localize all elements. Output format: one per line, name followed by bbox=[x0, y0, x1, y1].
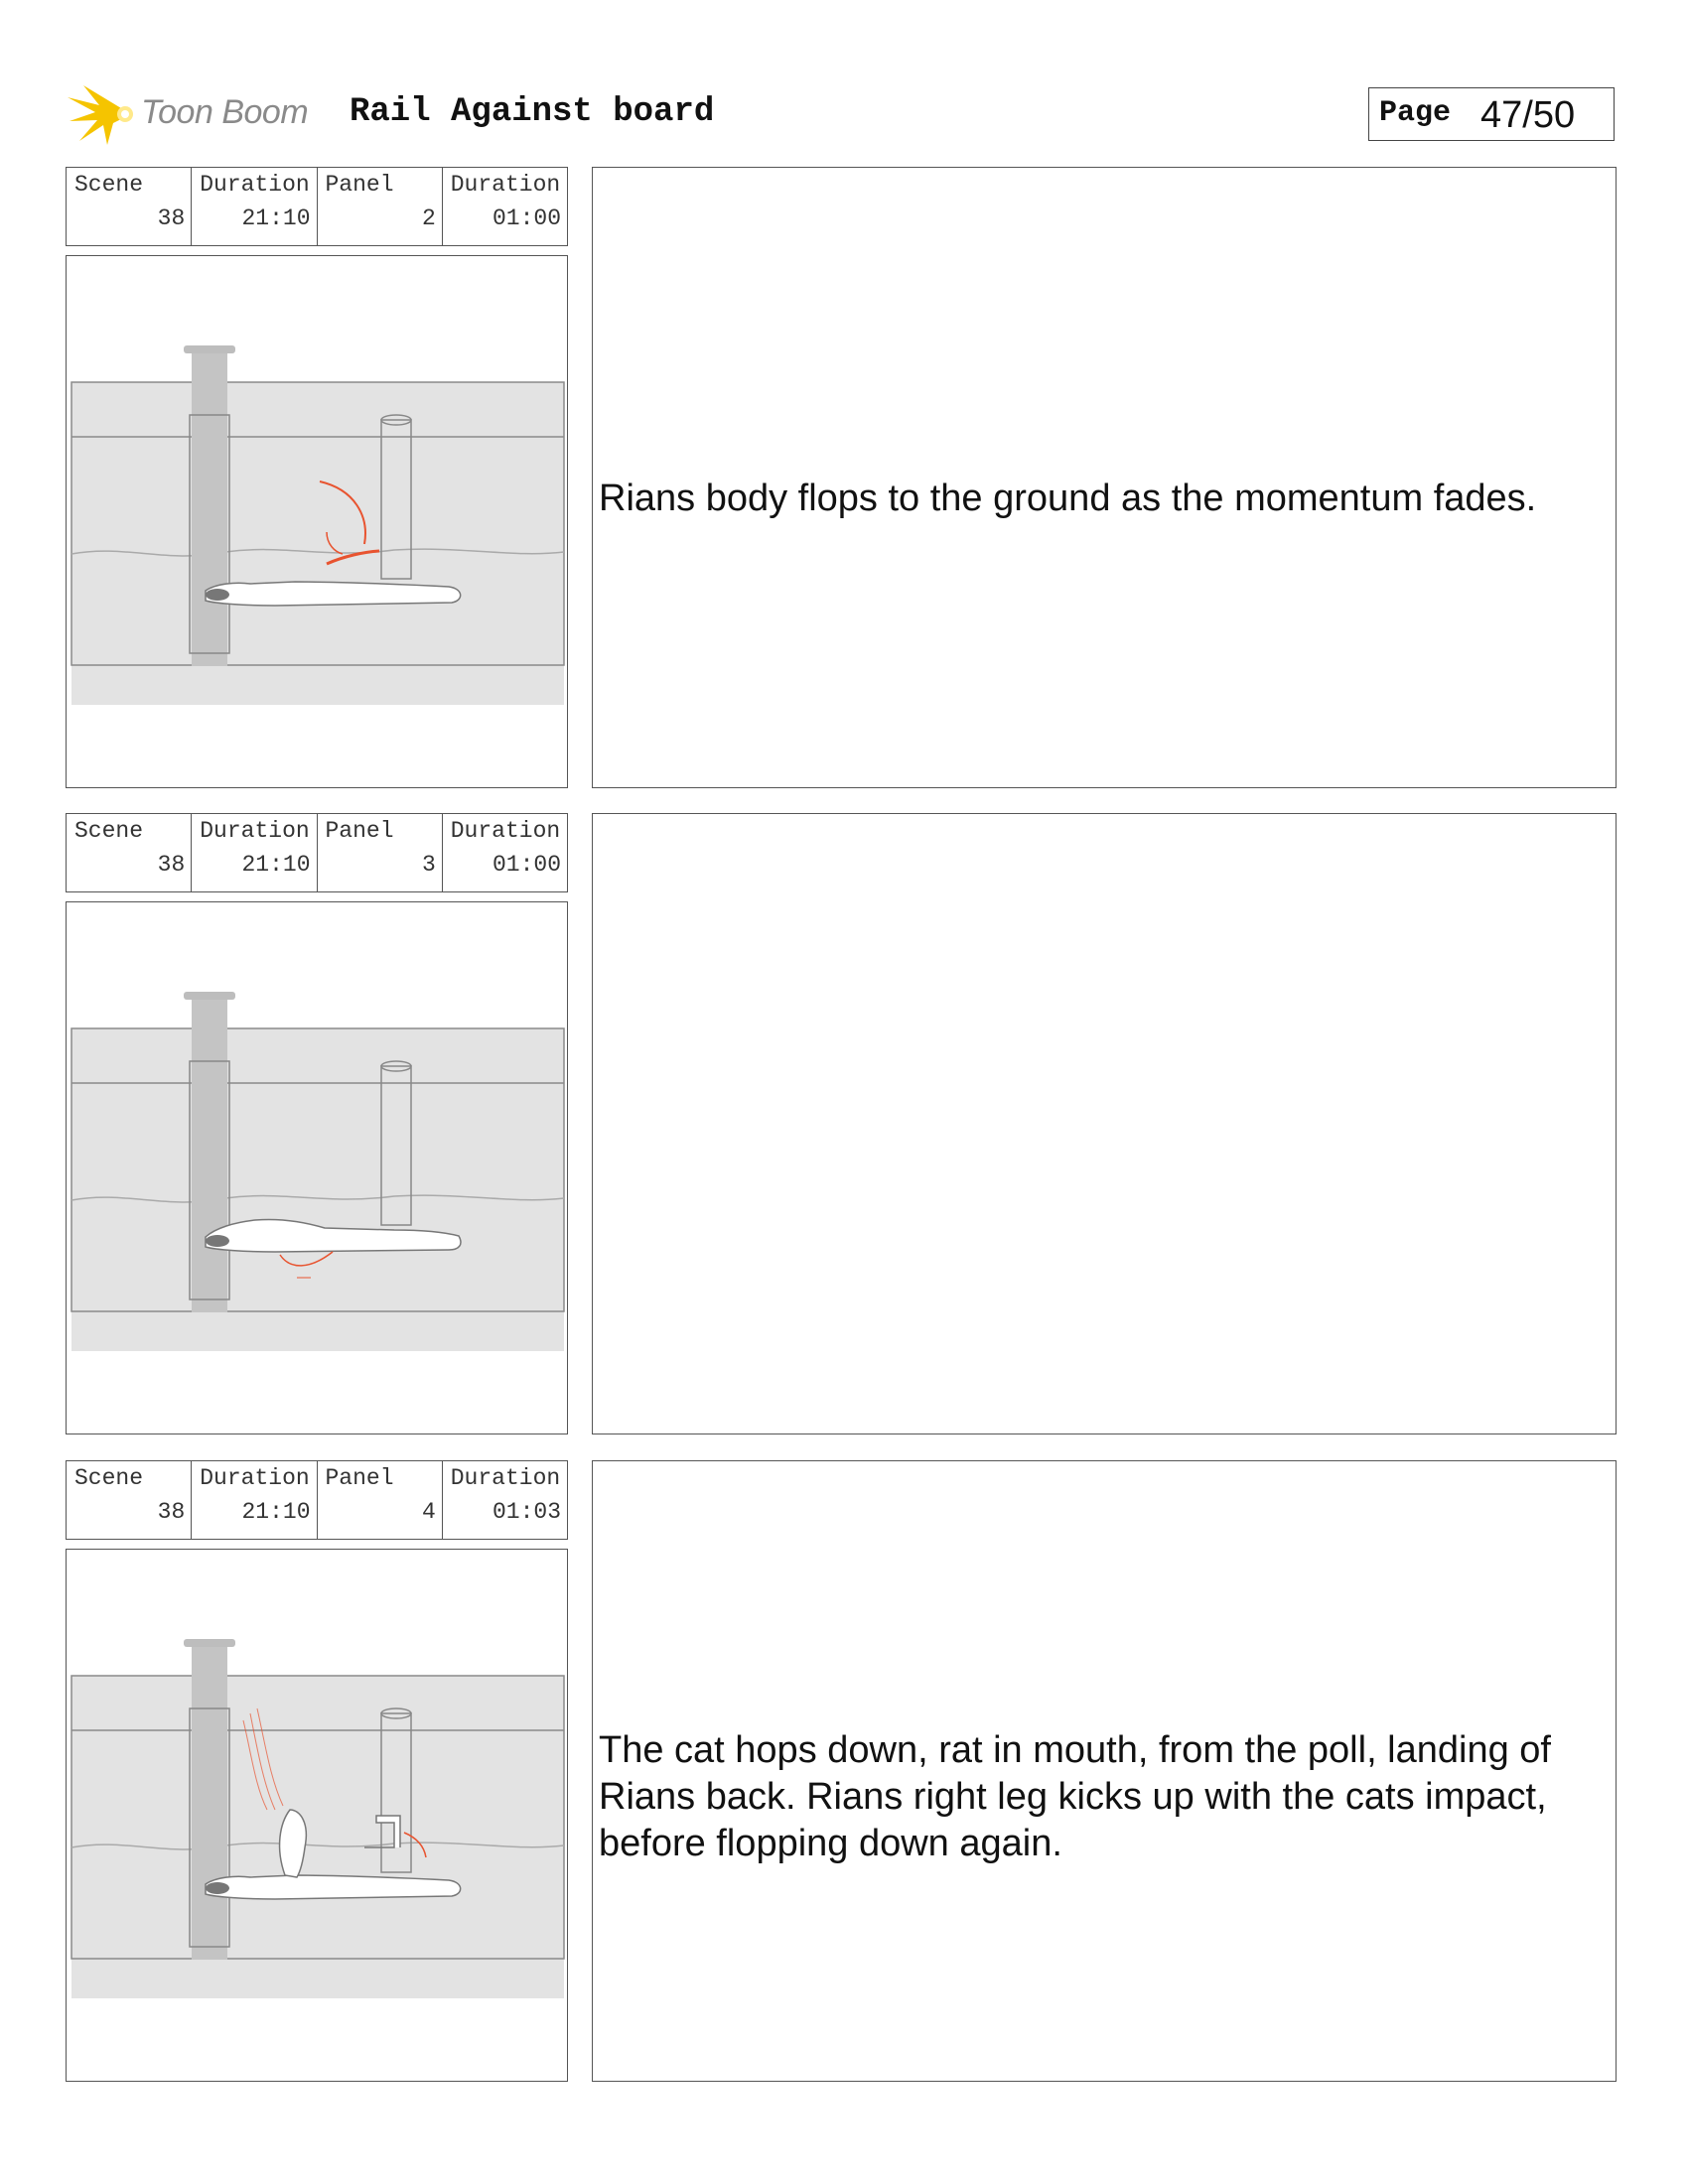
scene-label: Scene bbox=[74, 172, 144, 198]
panel-sketch bbox=[66, 901, 568, 1434]
duration-label: Duration bbox=[200, 172, 310, 198]
scene-cell bbox=[67, 814, 192, 891]
panel-label: Panel bbox=[325, 818, 394, 844]
scene-number: 38 bbox=[157, 205, 186, 231]
scene-duration: 21:10 bbox=[241, 205, 311, 231]
panel-label: Panel bbox=[325, 172, 394, 198]
panel-cell bbox=[318, 814, 443, 891]
action-text: Rians body flops to the ground as the momentum fades. bbox=[599, 478, 1537, 519]
page-label: Page bbox=[1379, 96, 1452, 130]
action-notes bbox=[592, 167, 1617, 788]
scene-duration-cell bbox=[192, 168, 317, 245]
scene-cell bbox=[67, 1461, 192, 1539]
panel-number: 2 bbox=[421, 205, 436, 231]
page-number: 47/50 bbox=[1480, 94, 1576, 136]
scene-duration: 21:10 bbox=[241, 1499, 311, 1525]
toon-boom-logo bbox=[66, 79, 334, 149]
duration-label: Duration bbox=[200, 818, 310, 844]
panel-info-table bbox=[66, 167, 568, 246]
scene-duration-cell bbox=[192, 1461, 317, 1539]
board-title: Rail Against board bbox=[350, 93, 715, 131]
panel-duration: 01:00 bbox=[492, 205, 561, 231]
starburst-icon bbox=[66, 79, 141, 149]
panel-info-table bbox=[66, 1460, 568, 1540]
panel-cell bbox=[318, 168, 443, 245]
action-notes bbox=[592, 1460, 1617, 2082]
scene-cell bbox=[67, 168, 192, 245]
scene-duration-cell bbox=[192, 814, 317, 891]
panel-cell bbox=[318, 1461, 443, 1539]
panel-duration: 01:03 bbox=[492, 1499, 561, 1525]
panel-duration-cell bbox=[443, 1461, 567, 1539]
panel-duration: 01:00 bbox=[492, 852, 561, 878]
panel-duration-cell bbox=[443, 168, 567, 245]
panel-label: Panel bbox=[325, 1465, 394, 1491]
action-notes bbox=[592, 813, 1617, 1434]
panel-info-table bbox=[66, 813, 568, 892]
panel-duration-cell bbox=[443, 814, 567, 891]
panel-number: 3 bbox=[421, 852, 436, 878]
page-header bbox=[66, 79, 1617, 149]
duration-label: Duration bbox=[450, 1465, 561, 1491]
scene-number: 38 bbox=[157, 852, 186, 878]
scene-label: Scene bbox=[74, 1465, 144, 1491]
panel-sketch bbox=[66, 255, 568, 788]
storyboard-panel bbox=[66, 813, 1617, 1434]
scene-duration: 21:10 bbox=[241, 852, 311, 878]
panel-number: 4 bbox=[421, 1499, 436, 1525]
storyboard-panel bbox=[66, 167, 1617, 788]
storyboard-panel bbox=[66, 1460, 1617, 2082]
scene-number: 38 bbox=[157, 1499, 186, 1525]
logo-text: Toon Boom bbox=[141, 93, 309, 131]
panel-sketch bbox=[66, 1549, 568, 2082]
action-text: The cat hops down, rat in mouth, from the poll, landing of Rians back. Rians right leg kicks up with the cats impact, before flopping down again. bbox=[599, 1729, 1551, 1864]
page-indicator bbox=[1368, 87, 1615, 141]
duration-label: Duration bbox=[450, 818, 561, 844]
scene-label: Scene bbox=[74, 818, 144, 844]
duration-label: Duration bbox=[450, 172, 561, 198]
duration-label: Duration bbox=[200, 1465, 310, 1491]
